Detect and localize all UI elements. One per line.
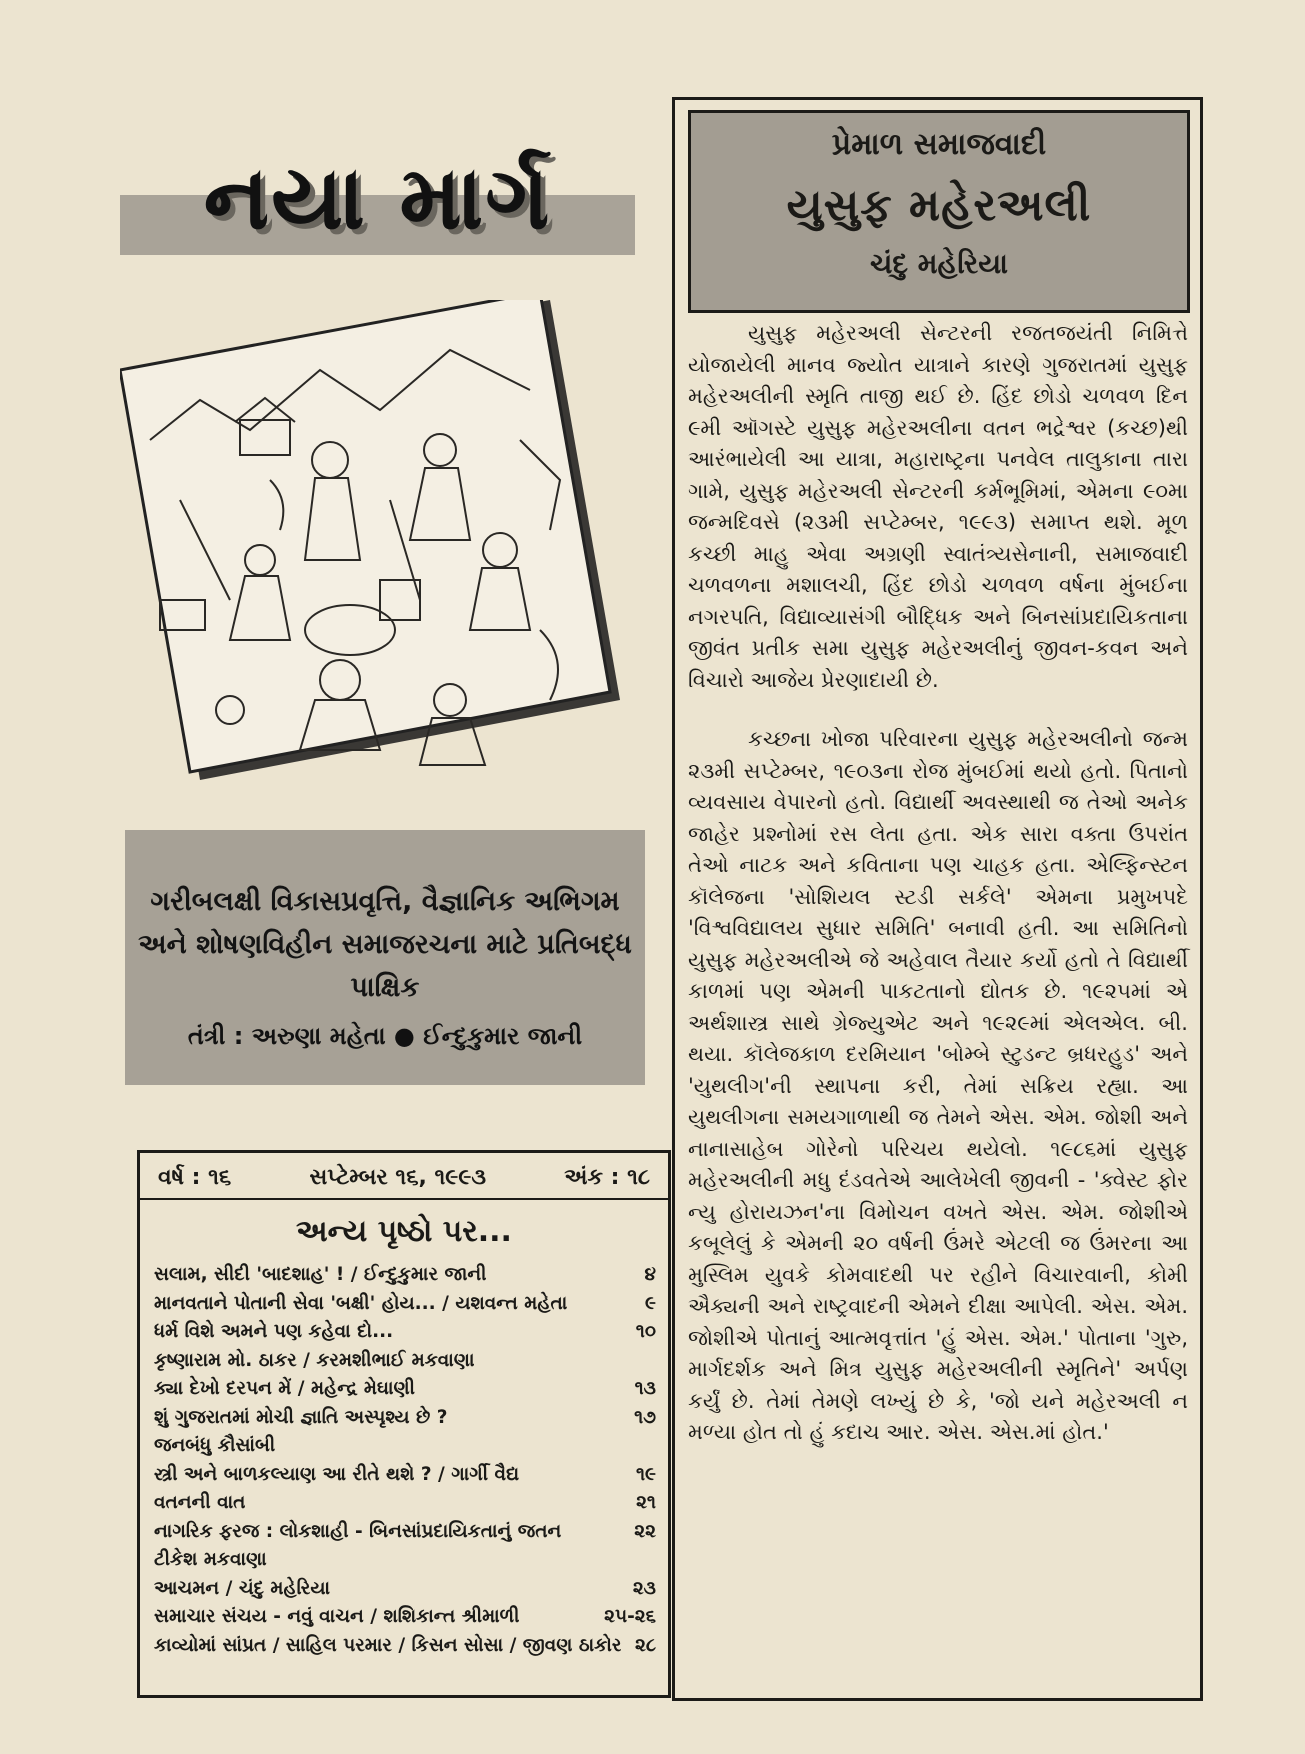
article-kicker: પ્રેમાળ સમાજવાદી — [831, 127, 1047, 162]
contents-item[interactable]: ટીકેશ મકવાણા — [154, 1549, 267, 1570]
contents-item[interactable]: ક્યા દેખો દરપન મેં / મહેન્દ્ર મેઘાણી ૧૩ — [154, 1378, 656, 1399]
tagline-text: ગરીબલક્ષી વિકાસપ્રવૃત્તિ, વૈજ્ઞાનિક અભિગમ અને શોષણવિહીન સમાજરચના માટે પ્રતિબદ્ધ પાક્ષિક — [138, 886, 632, 1004]
contents-item[interactable]: કાવ્યોમાં સાંપ્રત / સાહિલ પરમાર / કિસન સોસા / જીવણ ઠાકોર ૨૮ — [154, 1634, 656, 1656]
contents-item[interactable]: આચમન / ચંદુ મહેરિયા ૨૩ — [154, 1577, 656, 1599]
contents-item[interactable]: શું ગુજરાતમાં મોચી જ્ઞાતિ અસ્પૃશ્ય છે ? ૧૭ — [154, 1406, 656, 1428]
issue-info-row — [140, 1153, 668, 1200]
cover-illustration — [120, 300, 620, 800]
article-body — [688, 318, 1188, 1477]
contents-item[interactable]: વતનની વાત ૨૧ — [154, 1492, 656, 1513]
issue-date: સપ્ટેમ્બર ૧૬, ૧૯૯૩ — [309, 1165, 487, 1190]
contents-heading: અન્ય પૃષ્ઠો પર... — [296, 1214, 512, 1249]
issue-number: અંક : ૧૮ — [564, 1165, 650, 1190]
issue-year: વર્ષ : ૧૬ — [158, 1165, 232, 1190]
contents-item[interactable]: સ્ત્રી અને બાળકલ્યાણ આ રીતે થશે ? / ગાર્ગી વૈદ્ય ૧૯ — [154, 1463, 656, 1485]
masthead-title: નયા માર્ગ — [203, 146, 552, 249]
contents-item[interactable]: જનબંધુ કૌસાંબી — [154, 1435, 276, 1456]
article-header — [688, 110, 1190, 313]
contents-box — [137, 1150, 671, 1698]
contents-item[interactable]: નાગરિક ફરજ : લોકશાહી - બિનસાંપ્રદાયિકતાનું જતન ૨૨ — [154, 1520, 656, 1542]
contents-item[interactable]: માનવતાને પોતાની સેવા 'બક્ષી' હોય... / યશવન્ત મહેતા ૯ — [154, 1292, 656, 1314]
article-author: ચંદુ મહેરિયા — [869, 247, 1009, 280]
contents-item[interactable]: સલામ, સીદી 'બાદશાહ' ! / ઈન્દુકુમાર જાની ૪ — [154, 1264, 656, 1285]
article-paragraph: કચ્છના ખોજા પરિવારના યુસુફ મહેરઅલીનો જન્મ ૨૩મી સપ્ટેમ્બર, ૧૯૦૩ના રોજ મુંબઈમાં થયો હતો. પિતાનો વ્યવસાય વેપારનો હતો. વિદ્યાર્થી અવસ્થાથી જ તેઓ અનેક જાહેર પ્રશ્નોમાં રસ લેતા હતા. એક સારા વક્તા ઉપરાંત તેઓ નાટક અને કવિતાના પણ ચાહક હતા. એલ્ફિન્સ્ટન કૉલેજના 'સોશિયલ સ્ટડી સર્કલે' એમના પ્રમુખપદે 'વિશ્વવિદ્યાલય સુધાર સમિતિ' બનાવી હતી. આ સમિતિનો યુસુફ મહેરઅલીએ જે અહેવાલ તૈયાર કર્યો હતો તે વિદ્યાર્થી કાળમાં પણ એમની પાકટતાનો દ્યોતક છે. ૧૯૨૫માં એ અર્થશાસ્ત્ર સાથે ગ્રેજ્યુએટ અને ૧૯૨૯માં એલએલ. બી. થયા. કૉલેજકાળ દરમિયાન 'બોમ્બે સ્ટુડન્ટ બ્રધરહુડ' અને 'યુથલીગ'ની સ્થાપના કરી, તેમાં સક્રિય રહ્યા. આ યુથલીગના સમયગાળાથી જ તેમને એસ. એમ. જોશી અને નાનાસાહેબ ગોરેનો પરિચય થયેલો. ૧૯૮૬માં યુસુફ મહેરઅલીની મધુ દંડવતેએ આલેખેલી જીવની - 'ક્વેસ્ટ ફોર ન્યુ હોરાયઝન'ના વિમોચન વખતે એસ. એમ. જોશીએ કબૂલેલું કે એમની ૨૦ વર્ષની ઉંમરે એટલી જ ઉંમરના આ મુસ્લિમ યુવકે કોમવાદથી પર રહીને વિચારવાની, કોમી ઐક્યની અને રાષ્ટ્રવાદની એમને દીક્ષા આપેલી. એસ. એમ. જોશીએ પોતાનું આત્મવૃત્તાંત 'હું એસ. એમ.' પોતાના 'ગુરુ, માર્ગદર્શક અને મિત્ર યુસુફ મહેરઅલીની સ્મૃતિને' અર્પણ કર્યું છે. તેમાં તેમણે લખ્યું છે કે, 'જો યને મહેરઅલી ન મળ્યા હોત તો હું કદાચ આર. એસ. એસ.માં હોત.' — [688, 727, 1188, 1444]
article-title: યુસુફ મહેરઅલી — [786, 180, 1092, 231]
contents-item[interactable]: ધર્મ વિશે અમને પણ કહેવા દો... ૧૦ — [154, 1321, 656, 1342]
contents-list — [140, 1261, 668, 1660]
tagline-box — [125, 830, 645, 1085]
contents-item[interactable]: સમાચાર સંચય - નવું વાચન / શશિકાન્ત શ્રીમાળી ૨૫-૨૬ — [154, 1606, 656, 1627]
editors-line: તંત્રી : અરુણા મહેતા ● ઈન્દુકુમાર જાની — [187, 1021, 583, 1050]
article-paragraph: યુસુફ મહેરઅલી સેન્ટરની રજતજયંતી નિમિત્તે યોજાયેલી માનવ જ્યોત યાત્રાને કારણે ગુજરાતમાં યુસુફ મહેરઅલીની સ્મૃતિ તાજી થઈ છે. હિંદ છોડો ચળવળ દિન ૯મી ઑગસ્ટે યુસુફ મહેરઅલીના વતન ભદ્રેશ્વર (કચ્છ)થી આરંભાયેલી આ યાત્રા, મહારાષ્ટ્રના પનવેલ તાલુકાના તારા ગામે, યુસુફ મહેરઅલી સેન્ટરની કર્મભૂમિમાં, એમના ૯૦મા જન્મદિવસે (૨૩મી સપ્ટેમ્બર, ૧૯૯૩) સમાપ્ત થશે. મૂળ કચ્છી માહુ એવા અગ્રણી સ્વાતંત્ર્યસેનાની, સમાજવાદી ચળવળના મશાલચી, હિંદ છોડો ચળવળ વર્ષના મુંબઈના નગરપતિ, વિદ્યાવ્યાસંગી બૌદ્ધિક અને બિનસાંપ્રદાયિકતાના જીવંત પ્રતીક સમા યુસુફ મહેરઅલીનું જીવન-કવન અને વિચારો આજેય પ્રેરણાદાયી છે. — [688, 321, 1188, 692]
contents-item[interactable]: કૃષ્ણારામ મો. ઠાકર / કરમશીભાઈ મકવાણા — [154, 1349, 475, 1371]
